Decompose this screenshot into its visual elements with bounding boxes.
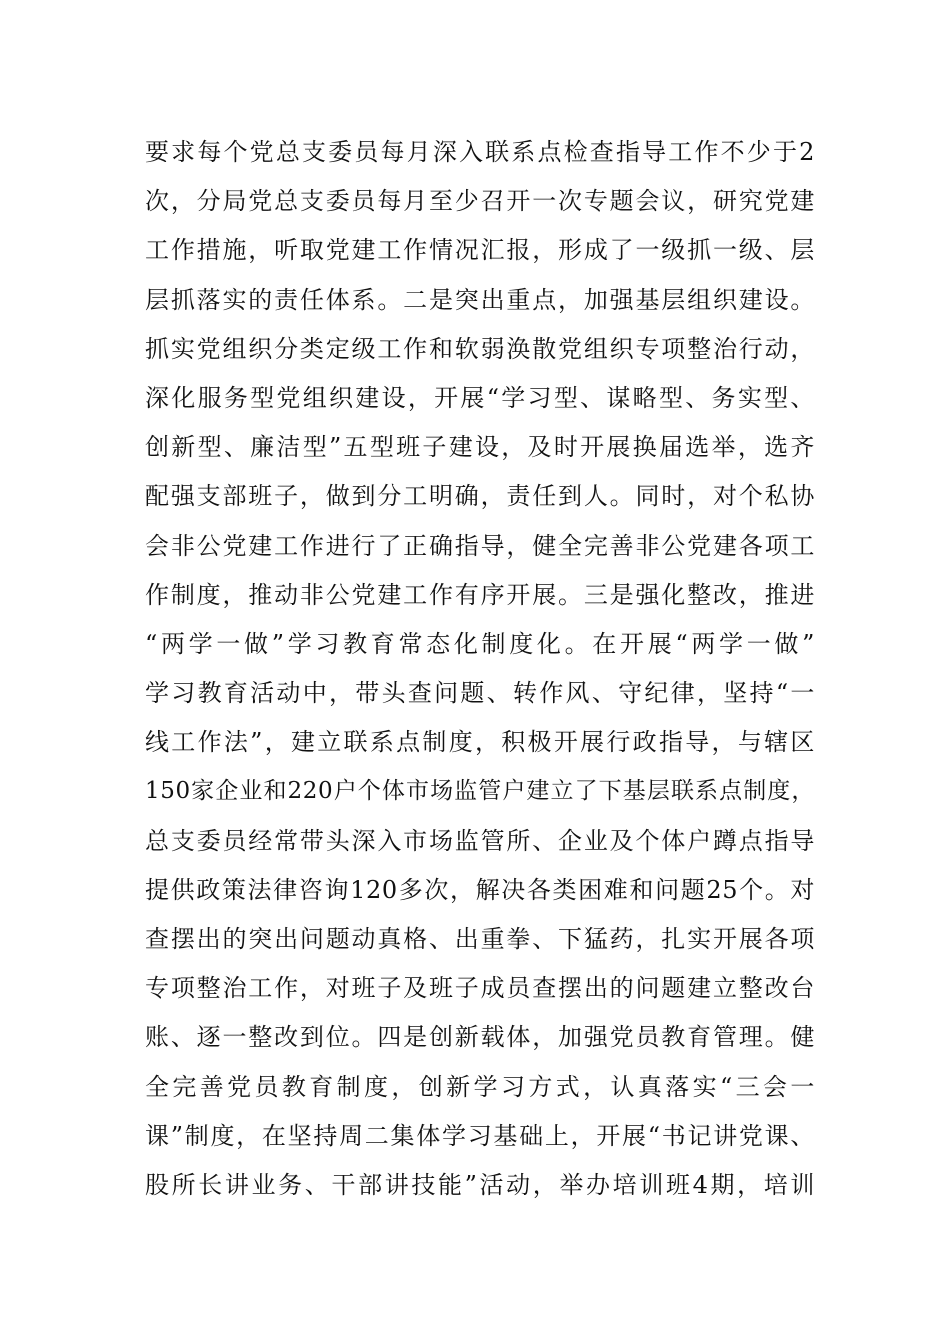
text-line-2: 次，分局党总支委员每月至少召开一次专题会议，研究党建 (145, 187, 815, 216)
text-line-1: 要求每个党总支委员每月深入联系点检查指导工作不少于2 (145, 138, 815, 166)
text-line-16: 提供政策法律咨询120多次，解决各类困难和问题25个。对 (145, 875, 815, 904)
text-line-3: 工作措施，听取党建工作情况汇报，形成了一级抓一级、层 (145, 236, 815, 265)
text-line-7: 创新型、廉洁型”五型班子建设，及时开展换届选举，选齐 (145, 433, 815, 462)
text-line-6: 深化服务型党组织建设，开展“学习型、谋略型、务实型、 (145, 383, 815, 412)
text-line-11: “两学一做”学习教育常态化制度化。在开展“两学一做” (145, 629, 815, 658)
text-line-17: 查摆出的突出问题动真格、出重拳、下猛药，扎实开展各项 (145, 925, 815, 953)
text-line-19: 账、逐一整改到位。四是创新载体，加强党员教育管理。健 (145, 1023, 815, 1052)
text-line-5: 抓实党组织分类定级工作和软弱涣散党组织专项整治行动， (145, 334, 815, 363)
text-line-9: 会非公党建工作进行了正确指导，健全完善非公党建各项工 (145, 531, 815, 560)
text-line-12: 学习教育活动中，带头查问题、转作风、守纪律，坚持“一 (145, 679, 815, 708)
text-line-21: 课”制度，在坚持周二集体学习基础上，开展“书记讲党课、 (145, 1121, 815, 1150)
text-line-20: 全完善党员教育制度，创新学习方式，认真落实“三会一 (145, 1072, 815, 1101)
text-line-13: 线工作法”，建立联系点制度，积极开展行政指导，与辖区 (145, 728, 815, 757)
text-line-14: 150家企业和220户个体市场监管户建立了下基层联系点制度， (145, 778, 815, 805)
body-text (145, 128, 815, 1210)
text-line-10: 作制度，推动非公党建工作有序开展。三是强化整改，推进 (145, 580, 815, 609)
text-line-22: 股所长讲业务、干部讲技能”活动，举办培训班4期，培训 (145, 1170, 815, 1199)
text-line-8: 配强支部班子，做到分工明确，责任到人。同时，对个私协 (145, 482, 815, 511)
text-line-4: 层抓落实的责任体系。二是突出重点，加强基层组织建设。 (145, 285, 815, 314)
text-line-18: 专项整治工作，对班子及班子成员查摆出的问题建立整改台 (145, 974, 815, 1003)
text-line-15: 总支委员经常带头深入市场监管所、企业及个体户蹲点指导 (145, 826, 815, 855)
